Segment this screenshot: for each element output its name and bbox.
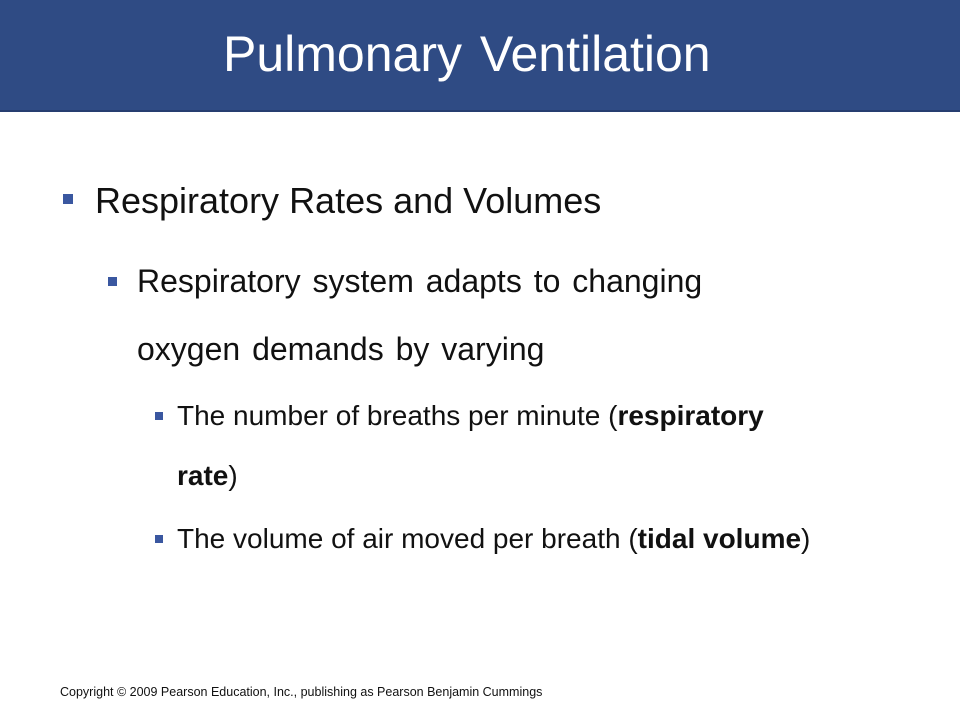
- bullet-level3-item-1-line1: [177, 400, 764, 432]
- bullet-level1-text: Respiratory Rates and Volumes: [95, 180, 602, 221]
- bullet-level3-item-1-suffix: ): [228, 460, 238, 491]
- bullet-level3-item-1-prefix: The number of breaths per minute (: [177, 400, 618, 431]
- title-bar: [0, 0, 960, 112]
- bullet-level3-item-1-term: respiratory: [617, 400, 764, 431]
- bullet-level3-item-1-line2: [177, 460, 238, 492]
- slide-title: Pulmonary Ventilation: [223, 26, 711, 82]
- square-bullet-icon: [63, 194, 73, 204]
- bullet-level3-item-2-prefix: The volume of air moved per breath (: [177, 523, 638, 554]
- square-bullet-icon: [155, 412, 163, 420]
- bullet-level3-item-2: [177, 523, 810, 555]
- bullet-level3-item-1-term-cont: rate: [177, 460, 229, 491]
- bullet-level3-item-2-term: tidal volume: [637, 523, 802, 554]
- square-bullet-icon: [155, 535, 163, 543]
- square-bullet-icon: [108, 277, 117, 286]
- copyright-notice: Copyright © 2009 Pearson Education, Inc., publishing as Pearson Benjamin Cummings: [60, 685, 543, 699]
- bullet-level2-line1: Respiratory system adapts to changing: [137, 263, 703, 299]
- bullet-level2-line2: oxygen demands by varying: [137, 331, 545, 367]
- bullet-level3-item-2-suffix: ): [801, 523, 811, 554]
